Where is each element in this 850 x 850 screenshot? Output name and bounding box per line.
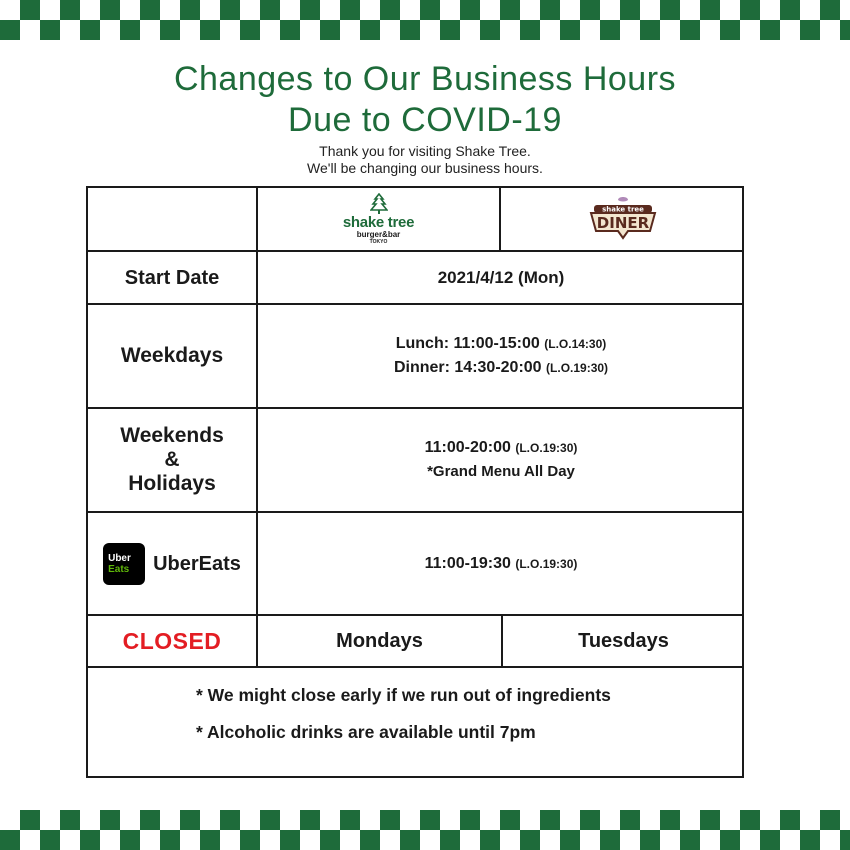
lunch-last-order: (L.O.14:30): [544, 337, 607, 351]
ubereats-label-cell: [88, 513, 256, 614]
ubereats-label: UberEats: [153, 552, 241, 575]
hours-table: [86, 186, 744, 778]
closed-label: CLOSED: [122, 627, 222, 654]
weekends-last-order: (L.O.19:30): [515, 441, 578, 455]
grand-menu-note: *Grand Menu All Day: [427, 463, 575, 480]
weekends-hours-text: 11:00-20:00: [424, 439, 511, 456]
weekends-label-line3: Holidays: [128, 472, 216, 495]
logo-name: shake tree: [342, 213, 415, 231]
uber-eats-icon: [103, 543, 145, 585]
page-title-line2: Due to COVID-19: [288, 101, 562, 139]
closed-day-mondays: Mondays: [336, 630, 423, 652]
weekends-label-line1: Weekends: [120, 424, 224, 447]
ubereats-last-order: (L.O.19:30): [515, 556, 578, 571]
weekdays-label: Weekdays: [120, 344, 224, 367]
weekends-hours: [258, 409, 744, 511]
note-alcohol: * Alcoholic drinks are available until 7pm: [196, 722, 536, 742]
uber-icon-line2: Eats: [108, 563, 130, 575]
checkered-border-bottom: [0, 810, 850, 850]
dinner-last-order: (L.O.19:30): [546, 361, 609, 375]
logo-sub: burger&bar: [356, 229, 401, 239]
ubereats-hours-text: 11:00-19:30: [424, 554, 511, 572]
tree-icon: [370, 193, 388, 215]
row-divider: [88, 666, 744, 668]
checkered-border-top: [0, 0, 850, 40]
notes-section: [196, 684, 736, 743]
weekends-label-line2: &: [164, 448, 180, 471]
weekends-hours-line: [425, 436, 578, 460]
diner-logo-main-text: DINER: [596, 214, 649, 232]
dinner-hours-line: [394, 356, 608, 380]
shake-tree-logo: [343, 193, 414, 246]
subtitle-line1: Thank you for visiting Shake Tree.: [319, 143, 531, 159]
start-date-label: Start Date: [124, 266, 220, 289]
note-ingredients: * We might close early if we run out of ingredients: [196, 685, 611, 705]
weekends-label: [88, 409, 256, 511]
lunch-hours: Lunch: 11:00-15:00: [395, 335, 540, 352]
dinner-hours: Dinner: 14:30-20:00: [393, 359, 542, 376]
diner-logo-cell: [501, 188, 744, 250]
subtitle-line2: We'll be changing our business hours.: [307, 160, 543, 176]
start-date-value: 2021/4/12 (Mon): [437, 267, 565, 287]
diner-logo: [588, 194, 658, 244]
ubereats-hours: [258, 513, 744, 614]
lunch-hours-line: [396, 332, 607, 356]
weekdays-hours: [258, 305, 744, 407]
uber-icon-line1: Uber: [108, 552, 131, 564]
logo-city: TOKYO: [369, 238, 388, 245]
diner-logo-top-text: shake tree: [601, 205, 644, 214]
shake-tree-logo-cell: [258, 188, 499, 250]
page-title-line1: Changes to Our Business Hours: [173, 60, 677, 98]
closed-day-tuesdays: Tuesdays: [578, 630, 669, 652]
